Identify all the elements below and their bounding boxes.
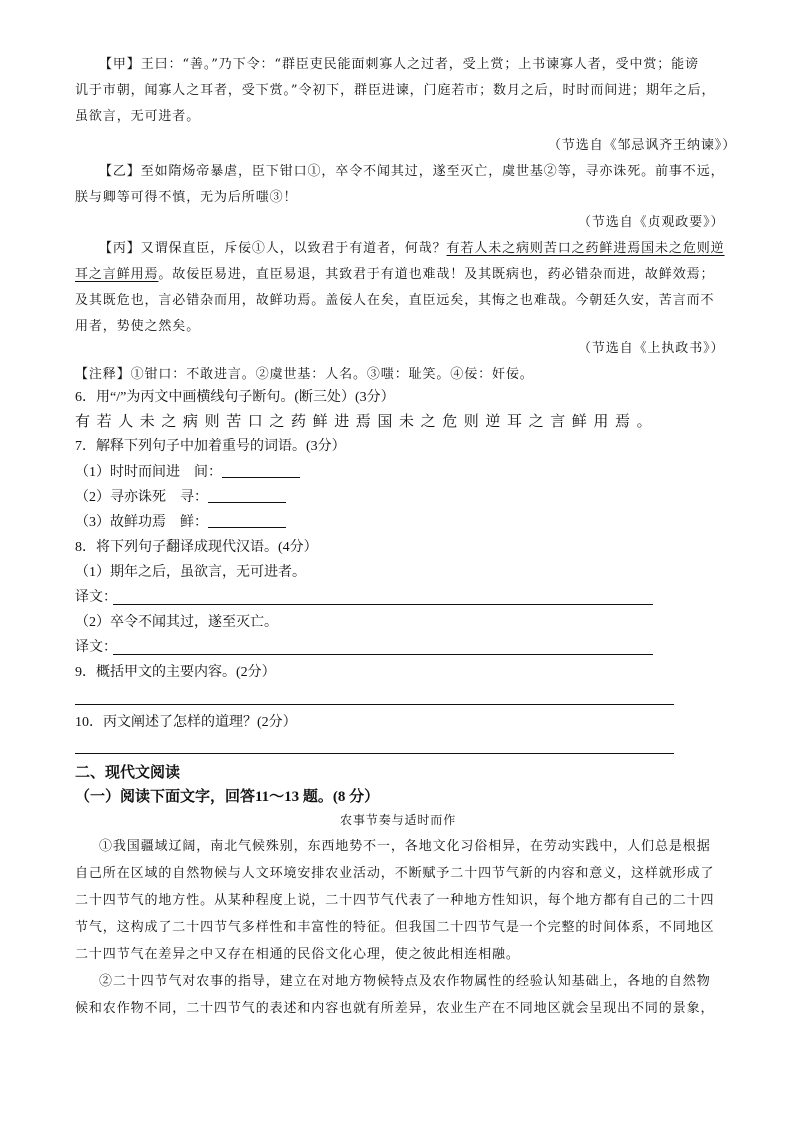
- jia-source: （节选自《邹忌讽齐王纳谏》）: [548, 138, 737, 153]
- question-8: 8．将下列句子翻译成现代汉语。(4分）: [75, 540, 318, 555]
- question-7: 7．解释下列句子中加着重号的词语。(3分）: [75, 439, 346, 454]
- bing-line-1: [99, 236, 725, 262]
- article-p1-line-4: 节气，这构成了二十四节气多样性和丰富性的特征。但我国二十四节气是一个完整的时间体系，不同地区: [75, 920, 715, 935]
- section-2-heading: 二、现代文阅读: [75, 765, 181, 781]
- translate-label-1: 译文：: [75, 590, 117, 605]
- question-8-item-1: （1）期年之后，虽欲言，无可进者。: [75, 565, 306, 580]
- answer-line-8-1[interactable]: [113, 604, 653, 605]
- question-7-item-3: [75, 511, 286, 535]
- answer-line-10[interactable]: [75, 753, 674, 754]
- jia-line-2: 讥于市朝，闻寡人之耳者，受下赏。”令初下，群臣进谏，门庭若市；数月之后，时时而间进；期年之后，: [75, 83, 716, 98]
- article-title: 农事节奏与适时而作: [340, 813, 457, 827]
- translate-label-2: 译文：: [75, 640, 117, 655]
- article-p1-line-1: ①我国疆域辽阔，南北气候殊别，东西地势不一，各地文化习俗相异，在劳动实践中，人们总是根据: [99, 839, 711, 854]
- notes: 【注释】①钳口：不敢进言。②虞世基：人名。③嗤：耻笑。④佞：奸佞。: [75, 367, 534, 382]
- question-6: 6．用“/”为丙文中画横线句子断句。(断三处）(3分）: [75, 390, 395, 405]
- answer-line-9[interactable]: [75, 704, 674, 705]
- bing-underlined-sentence-part2: 耳之言鲜用焉: [75, 267, 159, 282]
- question-7-item-1-label: （1）时时而间进 间：: [75, 465, 222, 480]
- jia-line-3: 虽欲言，无可进者。: [75, 109, 201, 124]
- bing-line-4: 用者，势使之然矣。: [75, 319, 201, 334]
- article-p1-line-2: 自己所在区域的自然物候与人文环境安排农业活动，不断赋予二十四节气新的内容和意义，这样就形成了: [75, 866, 715, 881]
- article-p1-line-3: 二十四节气的地方性。从某种程度上说，二十四节气代表了一种地方性知识，每个地方都有自己的二十四: [75, 893, 715, 908]
- answer-line-8-2[interactable]: [113, 654, 653, 655]
- bing-source: （节选自《上执政书》）: [578, 341, 725, 356]
- question-7-item-2: [75, 486, 286, 510]
- yi-line-1: 【乙】至如隋炀帝暴虐，臣下钳口①，卒令不闻其过，遂至灭亡，虞世基②等，寻亦诛死。前事不远，: [99, 164, 725, 179]
- bing-line-2: [75, 262, 714, 288]
- yi-source: （节选自《贞观政要》）: [578, 215, 725, 230]
- answer-blank-7-1[interactable]: [222, 463, 300, 478]
- jia-line-1: 【甲】王曰：“善。”乃下令：“群臣吏民能面刺寡人之过者，受上赏；上书谏寡人者，受中赏；能谤: [99, 57, 699, 72]
- article-p2-line-1: ②二十四节气对农事的指导，建立在对地方物候特点及农作物属性的经验认知基础上，各地的自然物: [99, 974, 711, 989]
- question-10: 10．丙文阐述了怎样的道理？(2分）: [75, 715, 297, 730]
- answer-blank-7-3[interactable]: [208, 513, 286, 528]
- bing-underlined-sentence-part1: 有若人未之病则苦口之药鲜进焉国未之危则逆: [446, 241, 725, 256]
- question-7-item-1: [75, 461, 300, 485]
- section-2-subheading: （一）阅读下面文字，回答11～13 题。(8 分）: [75, 789, 380, 805]
- question-8-item-2: （2）卒令不闻其过，遂至灭亡。: [75, 615, 278, 630]
- answer-blank-7-2[interactable]: [208, 488, 286, 503]
- question-9: 9．概括甲文的主要内容。(2分）: [75, 665, 276, 680]
- bing-line-3: 及其既危也，言必错杂而用，故鲜功焉。盖佞人在矣，直臣远矣，其悔之也难哉。今朝廷久安，苦言而不: [75, 293, 715, 308]
- question-6-sentence: 有若人未之病则苦口之药鲜进焉国未之危则逆耳之言鲜用焉。: [75, 414, 659, 430]
- question-7-item-3-label: （3）故鲜功焉 鲜：: [75, 515, 208, 530]
- article-p1-line-5: 二十四节气在差异之中又存在相通的民俗文化心理，使之彼此相连相融。: [75, 947, 520, 962]
- yi-line-2: 朕与卿等可得不慎，无为后所嗤③！: [75, 190, 298, 205]
- bing-line-1-plain: 【丙】又谓保直臣，斥佞①人，以致君于有道者，何哉？: [99, 241, 447, 256]
- bing-line-2-plain: 。故佞臣易进，直臣易退，其致君于有道也难哉！及其既病也，药必错杂而进，故鲜效焉；: [158, 267, 715, 282]
- article-p2-line-2: 候和农作物不同，二十四节气的表述和内容也就有所差异，农业生产在不同地区就会呈现出不同的景象，: [75, 1001, 715, 1016]
- question-7-item-2-label: （2）寻亦诛死 寻：: [75, 490, 208, 505]
